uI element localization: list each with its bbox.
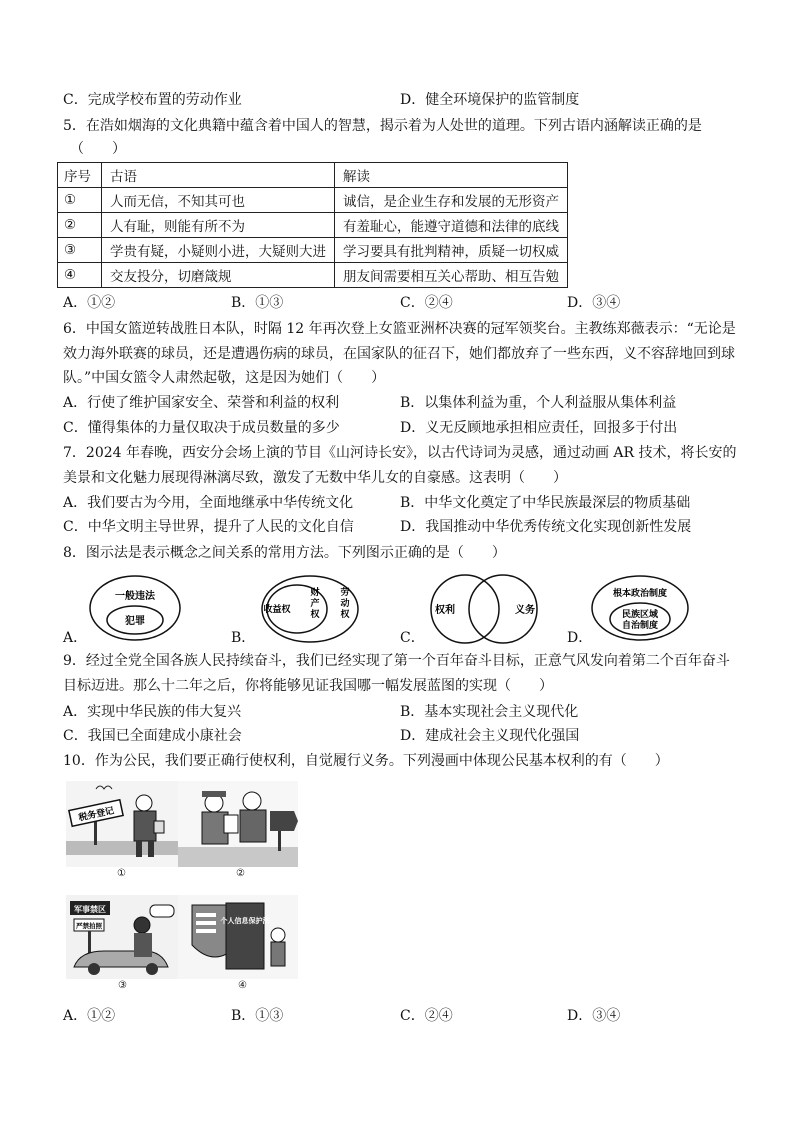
q10-stem: 10．作为公民，我们要正确行使权利，自觉履行义务。下列漫画中体现公民基本权利的有（ ） (63, 753, 669, 769)
q5-option-c: C．②④ (400, 295, 453, 311)
citizen-head-icon (243, 792, 261, 810)
cartoon-1-caption: ① (117, 868, 126, 879)
q9-stem-line1: 9．经过全党全国各族人民持续奋斗，我们已经实现了第一个百年奋斗目标，正意气风发向着第二个百年奋斗 (63, 653, 730, 669)
table-header-row (58, 163, 568, 188)
diagram-d-inner-label-2: 自治制度 (621, 621, 659, 631)
header-interpretation: 解读 (335, 163, 568, 188)
header-number: 序号 (58, 163, 102, 188)
q8-label-b: B． (231, 630, 256, 646)
cartoon-2-caption: ② (236, 868, 245, 879)
q6-stem-line3: 队。”中国女篮令人肃然起敬，这是因为她们（ ） (63, 370, 386, 386)
citizen-body-icon (240, 810, 266, 842)
table-row (58, 263, 568, 288)
q8-stem: 8．图示法是表示概念之间关系的常用方法。下列图示正确的是（ ） (63, 545, 506, 561)
diagram-b-right-label: 劳动权 (340, 588, 350, 620)
cartoon-2 (178, 781, 298, 867)
person-head-icon (271, 928, 285, 942)
military-sign-text: 军事禁区 (74, 905, 106, 914)
row-number: ④ (58, 263, 102, 288)
speech-bubble-icon (150, 905, 174, 917)
q10-option-c: C．②④ (400, 1008, 453, 1024)
row-saying: 人有耻，则能有所不为 (102, 213, 335, 238)
q7-option-b: B．中华文化奠定了中华民族最深层的物质基础 (400, 495, 691, 511)
table-row (58, 213, 568, 238)
diagram-b-mid-label: 财产权 (310, 588, 320, 620)
law-book-title: 个人信息保护法 (220, 917, 270, 925)
q7-option-d: D．我国推动中华优秀传统文化实现创新性发展 (400, 519, 692, 535)
diagram-a-inner-label: 犯罪 (125, 616, 145, 627)
table-row (58, 188, 568, 213)
q8-diagram-c (425, 572, 545, 646)
cartoon-4-caption: ④ (238, 980, 247, 991)
q8-label-c: C． (400, 630, 425, 646)
man-head-icon (136, 795, 152, 811)
q8-label-a: A． (63, 630, 88, 646)
row-interpretation: 学习要具有批判精神，质疑一切权威 (335, 238, 568, 263)
table-row (58, 238, 568, 263)
q4-option-d: D．健全环境保护的监管制度 (400, 92, 580, 108)
q6-option-b: B．以集体利益为重，个人利益服从集体利益 (400, 395, 677, 411)
q7-option-c: C．中华文明主导世界，提升了人民的文化自信 (63, 519, 354, 535)
q10-option-a: A．①② (63, 1008, 116, 1024)
q9-option-b: B．基本实现社会主义现代化 (400, 704, 579, 720)
cartoon-3-caption: ③ (118, 980, 127, 991)
q6-stem-line1: 6．中国女篮逆转战胜日本队，时隔 12 年再次登上女篮亚洲杯决赛的冠军领奖台。主教练郑薇表示：“无论是 (63, 321, 736, 337)
q5-table (57, 162, 568, 288)
row-number: ② (58, 213, 102, 238)
q6-option-d: D．义无反顾地承担相应责任，回报多于付出 (400, 420, 678, 436)
q7-option-a: A．我们要古为今用，全面地继承中华传统文化 (63, 495, 354, 511)
q5-stem-line2: （ ） (70, 141, 126, 157)
q8-diagram-a (88, 573, 183, 643)
q10-option-d: D．③④ (567, 1008, 621, 1024)
q4-option-c: C．完成学校布置的劳动作业 (63, 92, 242, 108)
row-interpretation: 诚信，是企业生存和发展的无形资产 (335, 188, 568, 213)
letter-icon (224, 815, 238, 833)
row-saying: 交友投分，切磨箴规 (102, 263, 335, 288)
row-saying: 学贵有疑，小疑则小进，大疑则大进 (102, 238, 335, 263)
signpost-icon (270, 811, 298, 831)
q6-option-c: C．懂得集体的力量仅取决于成员数量的多少 (63, 420, 340, 436)
q9-option-d: D．建成社会主义现代化强国 (400, 728, 580, 744)
diagram-a-outer-label: 一般违法 (115, 591, 155, 602)
cartoon-3 (66, 895, 178, 979)
row-number: ① (58, 188, 102, 213)
q9-stem-line2: 目标迈进。那么十二年之后，你将能够见证我国哪一幅发展蓝图的实现（ ） (63, 678, 553, 694)
q8-diagram-d (590, 573, 690, 643)
cartoon-1 (66, 781, 178, 867)
q5-option-b: B．①③ (231, 295, 284, 311)
q9-option-c: C．我国已全面建成小康社会 (63, 728, 242, 744)
q9-option-a: A．实现中华民族的伟大复兴 (63, 704, 242, 720)
q8-diagram-b (255, 573, 360, 645)
q5-option-a: A．①② (63, 295, 116, 311)
row-number: ③ (58, 238, 102, 263)
q6-stem-line2: 效力海外联赛的球员，还是遭遇伤病的球员，在国家队的征召下，她们都放弃了一些东西，义不容辞地回到球 (63, 346, 735, 362)
q7-stem-line1: 7．2024 年春晚，西安分会场上演的节目《山河诗长安》，以古代诗词为灵感，通过动画 AR 技术，将长安的 (63, 445, 737, 461)
diagram-d-inner-label-1: 民族区域 (621, 610, 659, 620)
row-saying: 人而无信，不知其可也 (102, 188, 335, 213)
diagram-b-left-label: 收益权 (263, 605, 291, 615)
woman-head-icon (134, 917, 150, 933)
ellipse-outer (90, 576, 180, 640)
row-interpretation: 朋友间需要相互关心帮助、相互告勉 (335, 263, 568, 288)
no-photo-text: 严禁拍照 (76, 922, 102, 930)
diagram-c-left-label: 权利 (435, 605, 455, 616)
cartoon-4 (178, 895, 298, 979)
law-book-icon (226, 903, 264, 969)
q8-label-d: D． (567, 630, 593, 646)
tax-sign-text: 税务登记 (77, 806, 116, 824)
diagram-d-outer-label: 根本政治制度 (612, 589, 668, 599)
q7-stem-line2: 美景和文化魅力展现得淋漓尽致，激发了无数中华儿女的自豪感。这表明（ ） (63, 470, 567, 486)
man-body-icon (134, 811, 156, 841)
q5-option-d: D．③④ (567, 295, 621, 311)
q6-option-a: A．行使了维护国家安全、荣誉和利益的权利 (63, 395, 340, 411)
diagram-c-right-label: 义务 (515, 605, 535, 616)
q10-option-b: B．①③ (231, 1008, 284, 1024)
q5-stem-line1: 5．在浩如烟海的文化典籍中蕴含着中国人的智慧，揭示着为人处世的道理。下列古语内涵解读正确的是 (63, 118, 702, 134)
header-saying: 古语 (102, 163, 335, 188)
person-body-icon (271, 942, 285, 966)
row-interpretation: 有羞耻心，能遵守道德和法律的底线 (335, 213, 568, 238)
